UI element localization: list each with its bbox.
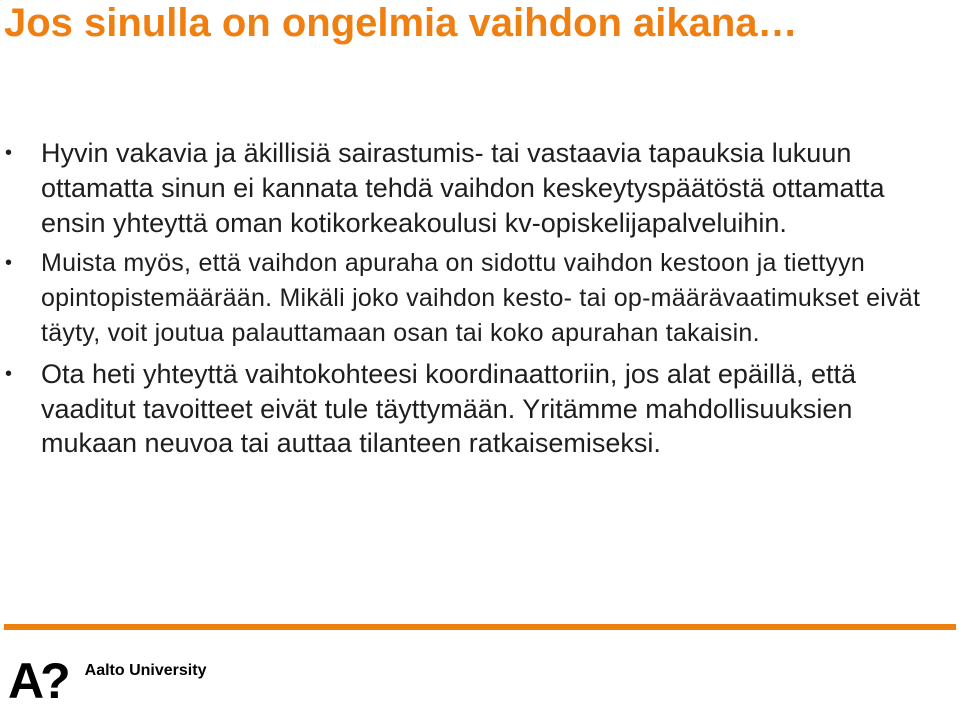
bullet-list xyxy=(0,136,955,461)
bullet-text: Ota heti yhteyttä vaihtokohteesi koordinaattoriin, jos alat epäillä, että vaaditut tavoitteet eivät tule täyttymään. Yritämme mahdollisuuksien mukaan neuvoa tai auttaa tilanteen ratkaisemiseksi. xyxy=(41,358,856,459)
bullet-text: Muista myös, että vaihdon apuraha on sidottu vaihdon kestoon ja tiettyyn opintopistemäärään. Mikäli joko vaihdon kesto- tai op-määrävaatimukset eivät täyty, voit joutua palauttamaan osan tai koko apurahan takaisin. xyxy=(41,249,921,347)
aalto-logo xyxy=(8,653,207,710)
bullet-marker: • xyxy=(5,142,13,164)
bullet-item xyxy=(0,246,955,350)
bullet-text: Hyvin vakavia ja äkillisiä sairastumis- tai vastaavia tapauksia lukuun ottamatta sinun ei kannata tehdä vaihdon keskeytyspäätöstä ottamatta ensin yhteyttä oman kotikorkeakoulusi kv-opiskelijapalveluihin. xyxy=(41,138,885,238)
logo-name: Aalto University xyxy=(84,662,207,679)
footer-divider xyxy=(4,624,956,630)
bullet-item xyxy=(0,136,955,240)
bullet-item xyxy=(0,357,955,461)
bullet-marker: • xyxy=(5,362,13,385)
slide-title: Jos sinulla on ongelmia vaihdon aikana… xyxy=(4,1,798,45)
logo-mark: A? xyxy=(8,653,67,709)
bullet-marker: • xyxy=(5,252,13,275)
